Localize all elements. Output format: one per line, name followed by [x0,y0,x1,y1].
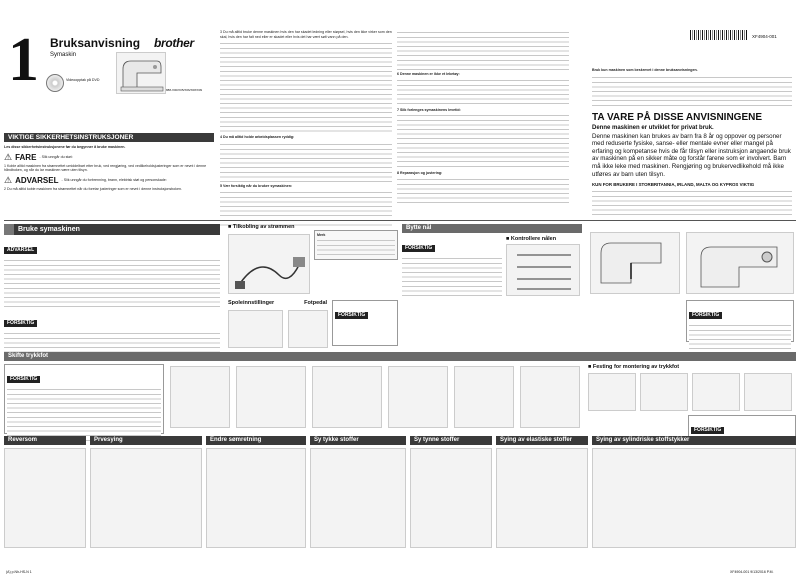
mounting-image-2 [640,373,688,411]
bottom-tab-0-title: Reversom [4,436,86,445]
filler-text-block [402,256,502,296]
advarsel-badge: ADVARSEL [4,247,37,254]
forsiktig-box-right [686,300,794,342]
bottom-tab-5 [496,436,588,548]
keep-subheading: Denne maskinen er utviklet for privat bruk. [592,124,714,131]
change-needle-panel [402,224,582,296]
bottom-tab-6 [592,436,796,548]
pedal-illustration [288,310,328,348]
bottom-tab-6-image [592,448,796,548]
bottom-tabs [4,436,796,566]
bottom-tab-4-title: Sy tynne stoffer [410,436,492,445]
sewing-machine-image [116,52,166,94]
bottom-tab-0-image [4,448,86,548]
presser-step-3 [312,366,382,428]
presser-step-5 [454,366,514,428]
keep-body: Denne maskinen kan brukes av barn fra 8 år og oppover og personer med reduserte fysiske, sanse- eller mentale evner eller mangel på erfaring og kompetanse hvis de får tilsyn eller instruksjon angaende bruk av maskinen på en sikker måte og forstår farene som er involvert. Barn må ikke leke med maskinen. Rengjøring og brukervedlikehold må ikke utføres av barn uten tilsyn. [592,132,791,178]
filler-text-block [317,238,395,256]
warning-item: 2 Du må alltid koble maskinen fra strømnettet når du foretar justeringer som er nevnt i denne instruksjonsboken. [4,186,182,191]
safety-column-3 [397,30,569,207]
forsiktig-badge-2: FORSIKTIG [402,245,435,252]
footer-right: XF4904-001 9/13/2016 P.M. [730,570,774,574]
danger-label: FARE [15,152,37,162]
safety-intro: Les disse sikkerhetsinstruksjonene før du begynner å bruke maskinen. [4,145,126,149]
control-needle-heading: ■ Kontrollere nålen [506,236,557,242]
barcode-text: 888-X00/X05/X06/X08/X09 [166,88,203,92]
mounting-image-1 [588,373,636,411]
bottom-tab-2-title: Endre sømretning [206,436,306,445]
bottom-tab-5-title: Sying av elastiske stoffer [496,436,588,445]
pedal-heading-text: Fotpedal [304,300,328,306]
presser-foot-title: Skifte trykkfot [4,352,796,361]
divider [4,220,796,221]
bottom-tab-5-image [496,448,588,548]
dvd-icon [46,74,64,92]
forsiktig-badge-4: FORSIKTIG [335,312,368,319]
filler-text-block [689,323,791,349]
filler-text-block [4,258,220,308]
filler-text-block [592,189,792,219]
power-heading: ■ Tilkobling av strømmen [228,224,295,230]
safety-p5: 5 Vær forsiktig når du bruker symaskinen: [220,183,293,188]
forsiktig-badge-5: FORSIKTIG [7,376,40,383]
bottom-tab-3 [310,436,406,548]
bottom-tab-4 [410,436,492,548]
machine-detail-image-2 [686,232,794,294]
spool-panel [228,300,398,318]
forsiktig-badge-6: FORSIKTIG [691,427,724,434]
note-label: Merk [317,233,326,237]
bottom-tab-1 [90,436,202,548]
needle-illustration [506,244,580,296]
mounting-image-4 [744,373,792,411]
manual-number: 1 [8,26,39,94]
uk-heading: KUN FOR BRUKERE I STORBRITANNIA, IRLAND, MALTA OG KYPROS VIKTIG [592,182,755,188]
bottom-tab-6-title: Sying av sylindriske stoffstykker [592,436,796,445]
filler-text-block [397,30,569,70]
power-heading-text: Tilkobling av strømmen [232,224,295,230]
safety-title: VIKTIGE SIKKERHETSINSTRUKSJONER [4,133,214,142]
forsiktig-badge: FORSIKTIG [4,320,37,327]
use-machine-panel [4,224,220,344]
part-number: XF4904-001 [752,34,777,39]
footer-left: (A) p.Nh-HS-N 1 [6,570,32,574]
mounting-heading-text: Festing for montering av trykkfot [592,364,680,370]
filler-text-block [397,177,569,207]
safety-section [4,133,214,191]
forsiktig-badge-3: FORSIKTIG [689,312,722,319]
safety-p3: 3 Du må alltid bruke denne maskinen hvis den har skadet ledning eller støpsel, hvis den ikke virker som den skal, hvis den har falt ned eller er skadet eller hvis det har vært sølt vann på den. [220,30,392,39]
filler-text-block [220,142,392,182]
model-label: Symaskin [50,52,77,58]
spool-heading-text: Spoleinnstillinger [228,300,275,306]
filler-text-block [220,41,392,133]
filler-text-block [7,387,161,441]
filler-text-block [397,113,569,169]
warning-label: ADVARSEL [15,175,59,185]
danger-sub: - Slik unngår du støt: [39,154,73,159]
presser-foot-caution [4,364,164,434]
presser-step-2 [236,366,306,428]
danger-item: 1 Koble alltid maskinen fra strømnettet umiddelbart etter bruk, ved rengjøring, ved vedlikeholdsjusteringer som er nevnt i denne håndboken, og når du lar maskinen være uten tilsyn. [4,163,207,173]
control-needle-box [506,236,580,296]
bottom-tab-0 [4,436,86,548]
bottom-tab-1-image [90,448,202,548]
change-needle-title: Bytte nål [402,224,582,233]
power-panel [228,224,398,237]
bottom-tab-4-image [410,448,492,548]
manual-title: Bruksanvisning [50,36,141,50]
mounting-panel [588,364,796,439]
safety-p6: 6 Denne maskinen er ikke et leketøy: [397,72,460,76]
presser-step-1 [170,366,230,428]
bottom-tab-2-image [206,448,306,548]
machine-detail-image-1 [590,232,680,294]
power-illustration [228,234,310,294]
safety-p7: 7 Slik forlenges symaskinens levetid: [397,107,461,112]
spool-illustration [228,310,283,348]
bottom-tab-1-title: Prvesying [90,436,202,445]
video-note: Videoopptak på DVD [66,78,100,82]
mounting-heading: ■ Festing for montering av trykkfot [588,364,680,370]
warning-sub: - Slik unngår du forbrenning, brann, elektrisk støt og personskade: [61,177,167,182]
warning-triangle-icon: ⚠ [4,174,13,185]
presser-step-4 [388,366,448,428]
keep-instructions-column [592,68,792,219]
safety-p8: 8 Reparasjon og justering: [397,171,443,176]
filler-text-block [592,75,792,109]
bottom-tab-3-image [310,448,406,548]
header-block [6,26,216,100]
presser-step-6 [520,366,580,428]
note-box [314,230,398,260]
forsiktig-box-pedal [332,300,398,346]
danger-triangle-icon: ⚠ [4,151,13,162]
safety-p4: 4 Du må alltid holde arbeidsplassen ryddig: [220,135,295,140]
bottom-tab-2 [206,436,306,548]
bottom-tab-3-title: Sy tykke stoffer [310,436,406,445]
use-machine-title: Bruke symaskinen [4,224,220,235]
brand-logo: brother [154,36,194,50]
filler-text-block [397,78,569,106]
top-note: Bruk kun maskinen som beskrevet i denne bruksanvisningen. [592,68,698,72]
barcode [690,30,748,40]
safety-column-2 [220,30,392,228]
mounting-image-3 [692,373,740,411]
keep-heading: TA VARE PÅ DISSE ANVISNINGENE [592,111,763,123]
control-needle-text: Kontrollere nålen [510,236,557,242]
